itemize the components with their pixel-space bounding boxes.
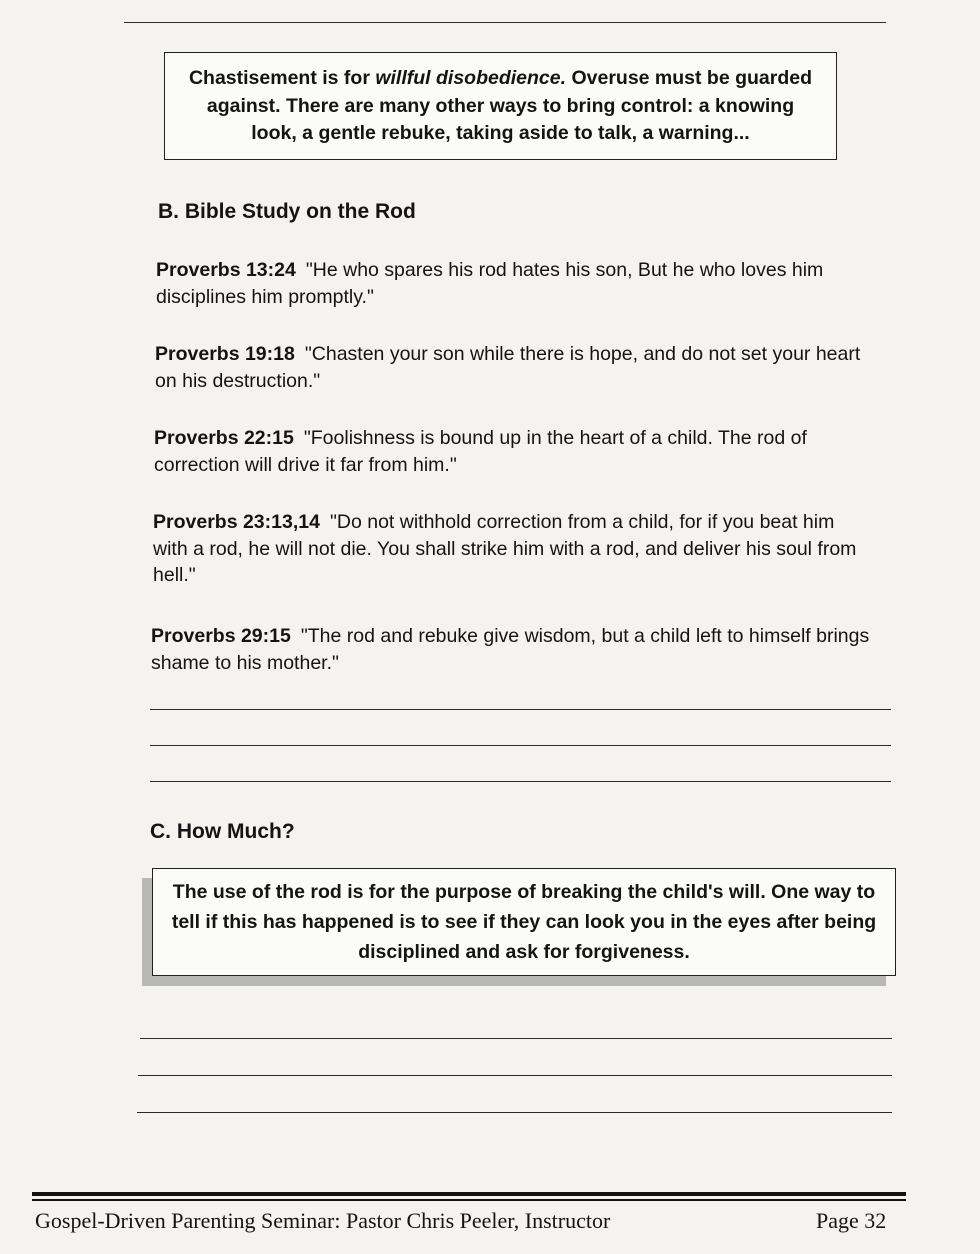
verse-1 [156,257,876,310]
verse-4 [153,509,873,589]
top-rule [124,22,886,23]
callout-top-prefix: Chastisement is for [188,67,376,89]
footer-rule-thick [32,1192,906,1196]
verse-text: "Do not withhold correction from a child, for if you beat him with a rod, he will not die. You shall strike him with a rod, and deliver his soul from hell." [153,511,857,586]
footer-rule-thin [32,1199,906,1201]
verse-ref: Proverbs 22:15 [154,427,294,449]
page-number: Page 32 [816,1208,887,1233]
verse-text: "He who spares his rod hates his son, But he who loves him disciplines him promptly." [156,259,824,308]
answer-line [150,709,891,710]
answer-line [150,745,891,746]
callout-top-emphasis: willful disobedience. [375,67,567,89]
answer-line [140,1038,892,1039]
footer-title: Gospel-Driven Parenting Seminar: Pastor Chris Peeler, Instructor [35,1208,611,1233]
answer-line [138,1075,892,1076]
verse-text: "Chasten your son while there is hope, and do not set your heart on his destruction." [155,343,861,392]
verse-3 [154,425,874,478]
section-c-heading: C. How Much? [150,820,295,843]
section-b-heading: B. Bible Study on the Rod [158,200,416,223]
callout-top-suffix: Overuse must be guarded against. There are many other ways to bring control: a knowing look, a gentle rebuke, taking aside to talk, a warning... [206,67,813,144]
callout-bottom-text: The use of the rod is for the purpose of breaking the child's will. One way to tell if this has happened is to see if they can look you in the eyes after being disciplined and ask for forgiveness. [171,881,877,963]
verse-text: "Foolishness is bound up in the heart of a child. The rod of correction will drive it far from him." [154,427,807,476]
verse-ref: Proverbs 23:13,14 [153,511,320,533]
verse-ref: Proverbs 29:15 [151,625,291,647]
verse-ref: Proverbs 13:24 [156,259,296,281]
answer-line [150,781,891,782]
answer-line [137,1112,892,1113]
verse-text: "The rod and rebuke give wisdom, but a child left to himself brings shame to his mother." [151,625,870,674]
verse-2 [155,341,875,394]
callout-bottom [152,868,896,976]
verse-ref: Proverbs 19:18 [155,343,295,365]
callout-top [164,52,837,160]
verse-5 [151,623,871,676]
